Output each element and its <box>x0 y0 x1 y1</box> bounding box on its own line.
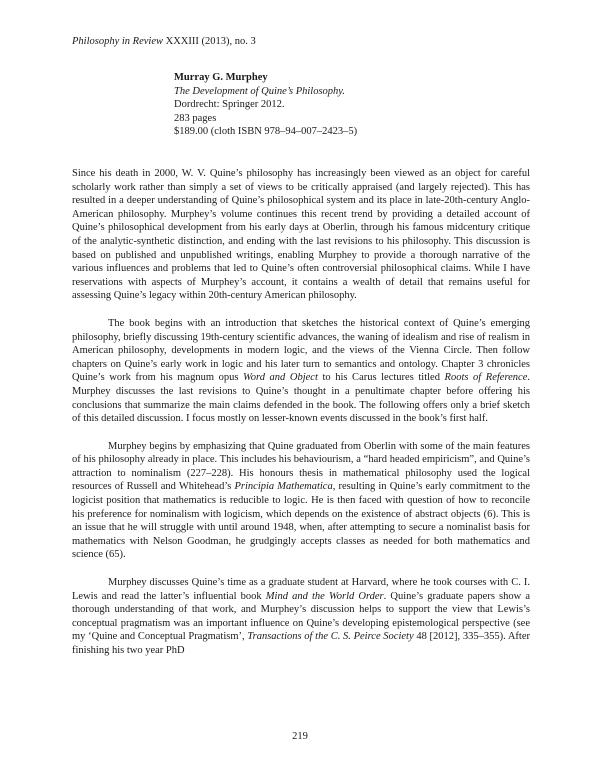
paragraph-2-text-c: . Murphey discusses the last revisions to Quine’s thought in a penultimate chapter before offering his conclusions that summarize the main claims defended in the book. The following offers only a brief sketch of this detailed discussion. I focus mostly on lesser-known events discussed in the book’s first half. <box>72 372 531 425</box>
book-price: $189.00 (cloth ISBN 978–94–007–2423–5) <box>174 126 358 138</box>
paragraph-4-text-b: . Quine’s graduate papers show a thorough understanding of that work, and Murphey’s discussion helps to support the view that Lewis’s conceptual pragmatism was an important influence on Quine’s developing epistemological perspective (see my ‘Quine and Conceptual Pragmatism’, <box>72 590 531 643</box>
book-pages: 283 pages <box>174 112 217 124</box>
journal-title: Philosophy in Review <box>72 36 163 47</box>
paragraph-2-text-b: to his Carus lectures titled <box>317 372 445 384</box>
paragraph-4-text-a: Murphey discusses Quine’s time as a graduate student at Harvard, where he took courses with C. I. Lewis and read the latter’s influential book <box>72 577 530 602</box>
paragraph-3 <box>72 440 530 562</box>
paragraph-3-text-b: , resulting in Quine’s early commitment to the logicist position that mathematics is reducible to logic. He is then faced with question of how to reconcile his preference for nominalism with logicism, which depends on the existence of abstract objects (6). This is an issue that he will struggle with until around 1948, when, after attempting to secure a nominalist basis for mathematics with Nelson Goodman, he grudgingly accepts classes as needed for both mathematics and science (65). <box>72 481 530 561</box>
book-author: Murray G. Murphey <box>174 72 268 83</box>
journal-ref-transactions: Transactions of the C. S. Peirce Society <box>247 631 414 643</box>
paragraph-3-text-a: Murphey begins by emphasizing that Quine graduated from Oberlin with some of the main features of his philosophy already in place. This includes his behaviourism, a “hard headed empiricism”, and Quine’s attraction to nominalism (227–228). His honours thesis in mathematical philosophy used the logical resources of Russell and Whitehead’s <box>72 440 530 493</box>
running-head <box>72 35 256 48</box>
issue-info: XXXIII (2013), no. 3 <box>162 36 256 47</box>
book-citation <box>174 71 357 139</box>
book-publisher: Dordrecht: Springer 2012. <box>174 99 285 111</box>
book-title: The Development of Quine’s Philosophy. <box>174 85 345 97</box>
paragraph-4-text-c: 48 [2012], 335–355). After finishing his two year PhD <box>72 631 530 656</box>
page-number: 219 <box>292 731 308 742</box>
book-ref-word-and-object: Word and Object <box>243 372 318 384</box>
paragraph-1: Since his death in 2000, W. V. Quine’s philosophy has increasingly been viewed as an object for careful scholarly work rather than simply a set of views to be critically appraised (and largely rejected). This has resulted in a deeper understanding of Quine’s philosophical system and its place in late-20th-century Anglo-American philosophy. Murphey’s volume continues this recent trend by providing a detailed account of Quine’s philosophical development from his early days at Oberlin, through his famous midcentury critique of the analytic-synthetic distinction, and ending with the last revisions to his philosophy. This discussion is based on published and unpublished writings, enabling Murphey to provide a thorough narrative of the various influences and problems that led to Quine’s often controversial philosophical claims. While I have reservations with aspects of Murphey’s account, it contains a wealth of detail that remains useful for assessing Quine’s legacy within 20th-century American philosophy. <box>72 168 530 302</box>
book-ref-principia: Principia Mathematica <box>234 481 333 493</box>
book-ref-mind-and-world-order: Mind and the World Order <box>265 590 384 602</box>
paragraph-4 <box>72 576 530 658</box>
book-ref-roots-of-reference: Roots of Reference <box>444 372 528 384</box>
paragraph-2 <box>72 317 530 426</box>
paragraph-2-text-a: The book begins with an introduction that sketches the historical context of Quine’s emerging philosophy, briefly discussing 19th-century scientific advances, the waning of idealism and rise of realism in American philosophy, developments in modern logic, and the views of the Vienna Circle. Then follow chapters on Quine’s early work in logic and his later turn to semantics and ontology. Chapter 3 chronicles Quine’s work from his magnum opus <box>72 317 530 384</box>
review-body <box>72 167 530 672</box>
